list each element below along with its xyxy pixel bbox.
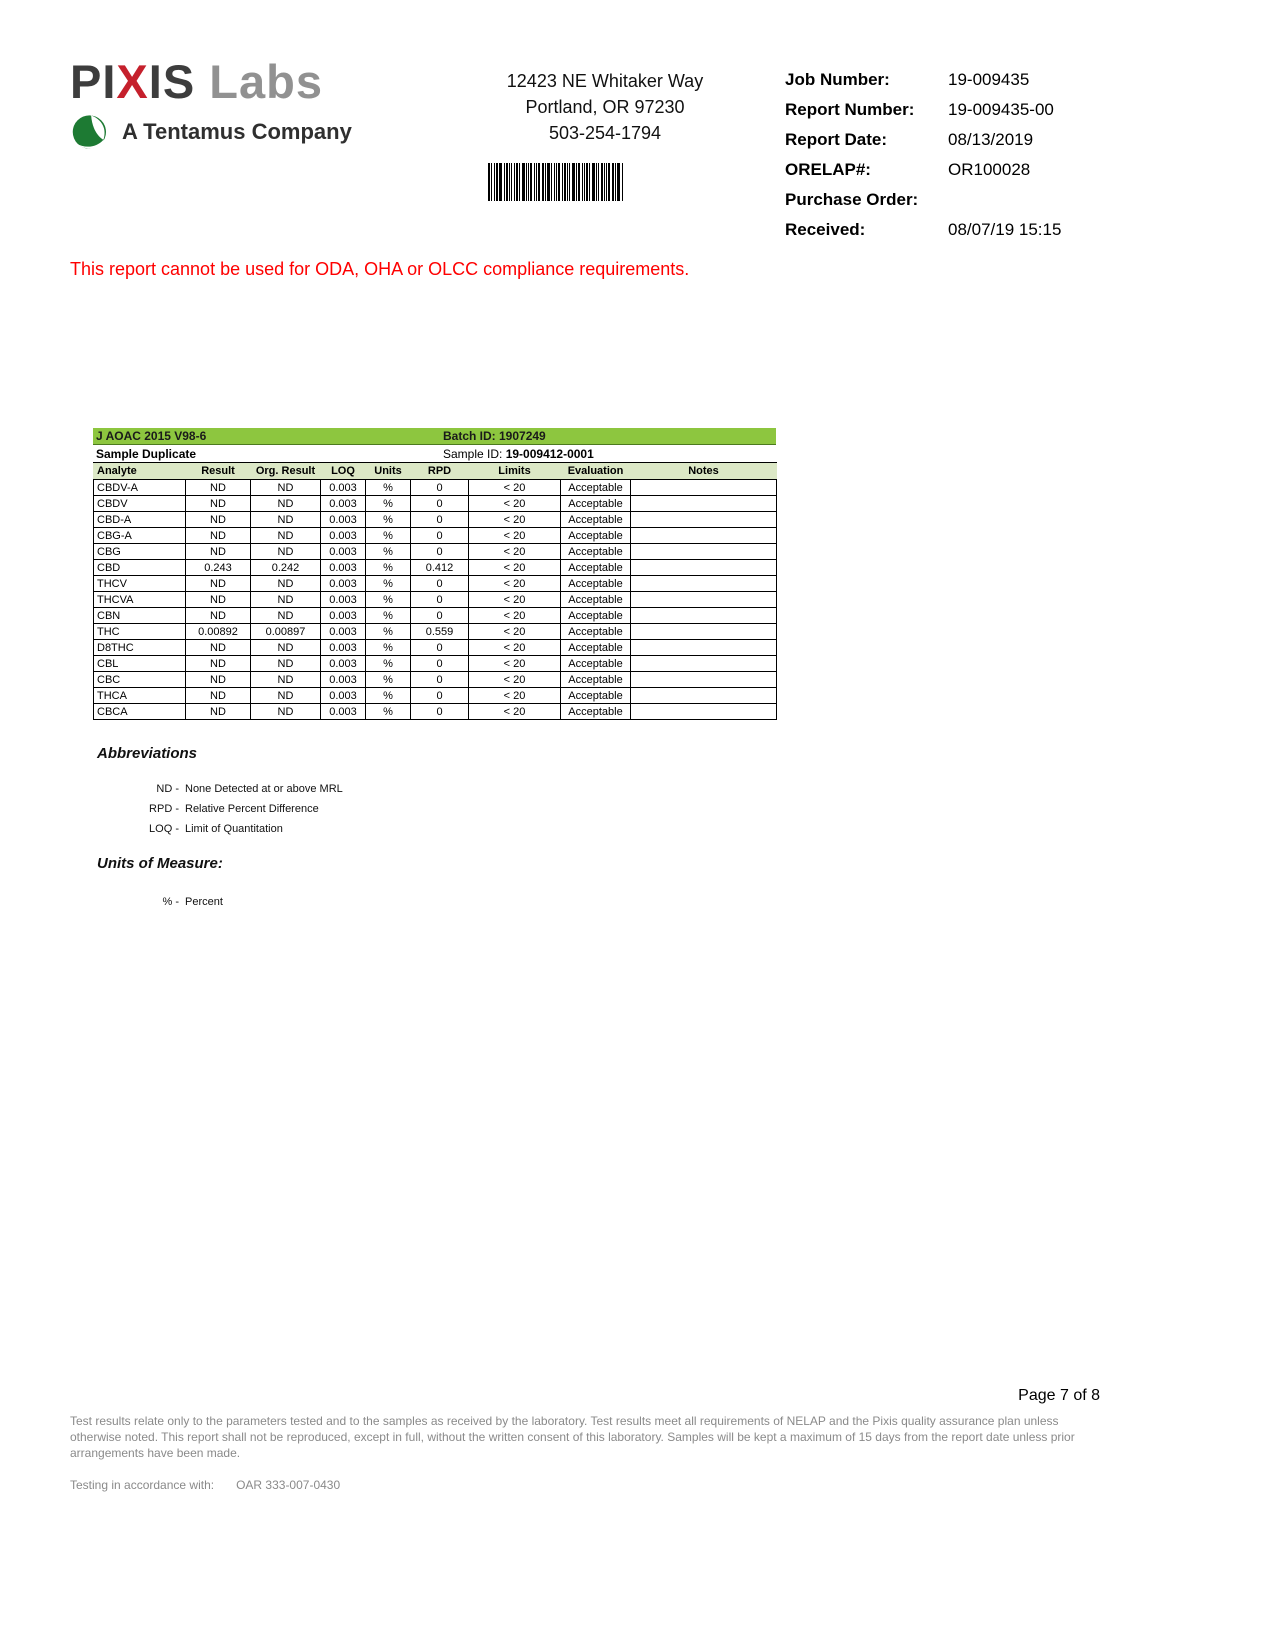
sample-id: 19-009412-0001 xyxy=(505,446,594,461)
info-row xyxy=(785,70,1205,90)
table-cell: Acceptable xyxy=(561,544,631,560)
barcode-bar xyxy=(556,163,557,201)
barcode-bar xyxy=(584,163,585,201)
barcode-bar xyxy=(617,163,620,201)
table-cell xyxy=(631,656,777,672)
table-row xyxy=(94,672,777,688)
table-cell: 0.003 xyxy=(321,704,366,720)
table-cell: Acceptable xyxy=(561,576,631,592)
table-cell: ND xyxy=(186,496,251,512)
table-cell: 0.003 xyxy=(321,480,366,496)
table-cell xyxy=(631,512,777,528)
table-cell: 0.003 xyxy=(321,672,366,688)
column-header: RPD xyxy=(411,463,469,480)
table-row xyxy=(94,576,777,592)
barcode-bar xyxy=(496,163,498,201)
abbreviation-item xyxy=(97,803,343,815)
report-info-block xyxy=(785,70,1205,250)
table-cell: ND xyxy=(251,672,321,688)
barcode-bar xyxy=(592,163,595,201)
barcode-bar xyxy=(567,163,568,201)
method-name: J AOAC 2015 V98-6 xyxy=(96,429,207,443)
table-cell xyxy=(631,624,777,640)
table-cell: THCA xyxy=(94,688,186,704)
table-cell: 0.003 xyxy=(321,688,366,704)
table-cell: < 20 xyxy=(469,560,561,576)
logo-text-is: IS xyxy=(148,55,196,108)
barcode-bar xyxy=(547,163,550,201)
table-cell: < 20 xyxy=(469,480,561,496)
column-header: Notes xyxy=(631,463,777,480)
table-cell: CBCA xyxy=(94,704,186,720)
table-cell: 0 xyxy=(411,656,469,672)
barcode-bar xyxy=(589,163,590,201)
abbreviation-key: RPD - xyxy=(149,803,179,815)
abbreviation-key: % - xyxy=(162,896,179,908)
table-cell: ND xyxy=(251,544,321,560)
tentamus-leaf-icon xyxy=(70,111,114,153)
table-cell: ND xyxy=(251,528,321,544)
table-cell: 0.003 xyxy=(321,528,366,544)
abbreviation-desc: Limit of Quantitation xyxy=(185,823,283,835)
footer-disclaimer: Test results relate only to the parameters tested and to the samples as received by the laboratory. Test results meet all requirements of NELAP and the Pixis quality assurance plan unless otherwise noted. This report shall not be reproduced, except in full, without the written consent of this laboratory. Samples will be kept a maximum of 15 days from the report date unless prior arrangements have been made. xyxy=(70,1414,1075,1461)
column-header: LOQ xyxy=(321,463,366,480)
table-cell: CBD-A xyxy=(94,512,186,528)
units-of-measure-list xyxy=(97,896,223,916)
address-line-1: 12423 NE Whitaker Way xyxy=(506,71,704,91)
abbreviations-list xyxy=(97,783,343,843)
table-cell: Acceptable xyxy=(561,560,631,576)
table-cell xyxy=(631,544,777,560)
barcode-bar xyxy=(545,163,546,201)
table-cell: 0.003 xyxy=(321,592,366,608)
sample-id-label: Sample ID: xyxy=(443,446,506,461)
page-number: Page 7 of 8 xyxy=(1018,1387,1100,1404)
table-cell: % xyxy=(366,560,411,576)
table-cell: % xyxy=(366,672,411,688)
sample-row xyxy=(93,445,776,462)
barcode-bar xyxy=(522,163,525,201)
table-row xyxy=(94,496,777,512)
table-cell: % xyxy=(366,656,411,672)
table-cell xyxy=(631,560,777,576)
testing-accordance-value: OAR 333-007-0430 xyxy=(236,1478,341,1492)
table-cell: ND xyxy=(186,592,251,608)
barcode-bar xyxy=(569,163,570,201)
barcode-bar xyxy=(530,163,532,201)
table-cell: % xyxy=(366,640,411,656)
table-cell: % xyxy=(366,512,411,528)
table-cell: < 20 xyxy=(469,512,561,528)
logo-text-x: X xyxy=(116,55,149,108)
table-cell: < 20 xyxy=(469,656,561,672)
barcode-bar xyxy=(494,163,495,201)
info-label: Report Date: xyxy=(785,130,888,149)
table-cell: 0 xyxy=(411,608,469,624)
barcode-bar xyxy=(526,163,527,201)
barcode-bar xyxy=(504,163,505,201)
info-row xyxy=(785,190,1205,210)
barcode-bar xyxy=(606,163,607,201)
table-cell: CBDV xyxy=(94,496,186,512)
table-cell: 0.243 xyxy=(186,560,251,576)
table-cell: Acceptable xyxy=(561,688,631,704)
table-cell: ND xyxy=(251,576,321,592)
column-header: Limits xyxy=(469,463,561,480)
table-cell: < 20 xyxy=(469,544,561,560)
table-cell: ND xyxy=(186,672,251,688)
table-row xyxy=(94,528,777,544)
info-row xyxy=(785,160,1205,180)
abbreviations-title: Abbreviations xyxy=(97,745,198,762)
table-cell: 0.242 xyxy=(251,560,321,576)
table-cell: ND xyxy=(251,496,321,512)
table-cell xyxy=(631,592,777,608)
table-cell: D8THC xyxy=(94,640,186,656)
barcode-bar xyxy=(596,163,597,201)
table-cell: Acceptable xyxy=(561,640,631,656)
table-cell: 0.00897 xyxy=(251,624,321,640)
table-cell: % xyxy=(366,608,411,624)
column-header: Analyte xyxy=(94,463,186,480)
sample-id-wrap xyxy=(443,447,594,461)
table-cell: 0 xyxy=(411,496,469,512)
table-cell xyxy=(631,608,777,624)
table-cell: % xyxy=(366,592,411,608)
table-cell xyxy=(631,496,777,512)
table-cell: CBN xyxy=(94,608,186,624)
table-cell: 0 xyxy=(411,688,469,704)
info-row xyxy=(785,220,1205,240)
table-cell: ND xyxy=(186,512,251,528)
table-cell: % xyxy=(366,624,411,640)
table-cell xyxy=(631,640,777,656)
table-row xyxy=(94,704,777,720)
abbreviation-desc: Relative Percent Difference xyxy=(185,803,319,815)
table-row xyxy=(94,560,777,576)
table-cell xyxy=(631,528,777,544)
table-cell: ND xyxy=(186,688,251,704)
table-cell: % xyxy=(366,688,411,704)
table-cell: ND xyxy=(251,480,321,496)
barcode-bar xyxy=(578,163,580,201)
table-cell: CBL xyxy=(94,656,186,672)
logo-tagline-text: A Tentamus Company xyxy=(122,119,352,144)
table-cell: Acceptable xyxy=(561,528,631,544)
table-cell: Acceptable xyxy=(561,480,631,496)
barcode-bar xyxy=(586,163,588,201)
barcode-bar xyxy=(499,163,502,201)
barcode-bar xyxy=(612,163,614,201)
table-cell: ND xyxy=(251,656,321,672)
table-cell: 0.003 xyxy=(321,576,366,592)
table-cell: 0.003 xyxy=(321,496,366,512)
abbreviation-item xyxy=(97,896,223,908)
table-cell: < 20 xyxy=(469,688,561,704)
barcode xyxy=(488,163,624,201)
abbreviation-item xyxy=(97,823,343,835)
table-cell: 0.003 xyxy=(321,544,366,560)
table-cell: CBD xyxy=(94,560,186,576)
info-label: Report Number: xyxy=(785,100,915,119)
table-cell: 0.003 xyxy=(321,640,366,656)
table-cell: CBG-A xyxy=(94,528,186,544)
table-cell: ND xyxy=(251,640,321,656)
table-cell: < 20 xyxy=(469,496,561,512)
address-line-2: Portland, OR 97230 xyxy=(525,97,685,118)
results-body xyxy=(94,480,777,720)
abbreviation-item xyxy=(97,783,343,795)
table-row xyxy=(94,544,777,560)
table-cell: 0.003 xyxy=(321,560,366,576)
table-cell: % xyxy=(366,576,411,592)
table-cell: 0 xyxy=(411,528,469,544)
barcode-bar xyxy=(542,163,544,201)
abbreviation-desc: None Detected at or above MRL xyxy=(185,783,343,795)
barcode-bar xyxy=(488,163,490,201)
table-cell: Acceptable xyxy=(561,672,631,688)
table-cell: 0.003 xyxy=(321,512,366,528)
table-cell: ND xyxy=(251,512,321,528)
info-label: ORELAP#: xyxy=(785,160,871,179)
table-cell: ND xyxy=(251,592,321,608)
method-bar xyxy=(93,428,776,445)
barcode-bar xyxy=(572,163,575,201)
table-cell: CBDV-A xyxy=(94,480,186,496)
table-cell: 0 xyxy=(411,480,469,496)
table-row xyxy=(94,512,777,528)
barcode-bar xyxy=(604,163,605,201)
table-cell: < 20 xyxy=(469,592,561,608)
column-header: Org. Result xyxy=(251,463,321,480)
table-cell xyxy=(631,688,777,704)
barcode-bar xyxy=(534,163,535,201)
column-header: Units xyxy=(366,463,411,480)
barcode-bar xyxy=(491,163,492,201)
results-block xyxy=(93,428,776,720)
lab-address xyxy=(440,68,770,146)
table-row xyxy=(94,608,777,624)
table-cell: ND xyxy=(186,544,251,560)
barcode-bar xyxy=(538,163,540,201)
sample-type: Sample Duplicate xyxy=(96,446,197,461)
table-cell: Acceptable xyxy=(561,608,631,624)
table-cell: ND xyxy=(186,528,251,544)
barcode-bar xyxy=(564,163,566,201)
barcode-bar xyxy=(608,163,610,201)
table-cell: < 20 xyxy=(469,624,561,640)
table-cell: Acceptable xyxy=(561,704,631,720)
info-row xyxy=(785,130,1205,150)
table-cell: 0.003 xyxy=(321,608,366,624)
barcode-bar xyxy=(551,163,552,201)
info-value: 19-009435-00 xyxy=(948,100,1054,119)
barcode-bar xyxy=(562,163,563,201)
table-cell: < 20 xyxy=(469,704,561,720)
info-value: 08/07/19 15:15 xyxy=(948,220,1062,239)
table-cell: % xyxy=(366,480,411,496)
abbreviation-key: LOQ - xyxy=(149,823,179,835)
barcode-bar xyxy=(615,163,616,201)
table-cell: < 20 xyxy=(469,608,561,624)
barcode-bar xyxy=(514,163,515,201)
barcode-bar xyxy=(511,163,512,201)
table-cell xyxy=(631,704,777,720)
testing-accordance-line xyxy=(70,1478,340,1492)
abbreviation-desc: Percent xyxy=(185,896,223,908)
table-cell: < 20 xyxy=(469,528,561,544)
table-cell: ND xyxy=(186,480,251,496)
info-label: Received: xyxy=(785,220,866,239)
barcode-bar xyxy=(558,163,560,201)
table-cell: 0 xyxy=(411,544,469,560)
table-cell: ND xyxy=(186,640,251,656)
barcode-bar xyxy=(516,163,518,201)
table-row xyxy=(94,592,777,608)
logo-text-labs: Labs xyxy=(195,55,323,108)
table-cell: Acceptable xyxy=(561,512,631,528)
table-cell: 0 xyxy=(411,640,469,656)
barcode-bar xyxy=(554,163,555,201)
table-cell: 0.003 xyxy=(321,656,366,672)
table-cell: CBC xyxy=(94,672,186,688)
table-cell: ND xyxy=(251,704,321,720)
logo-tagline xyxy=(70,111,352,153)
units-of-measure-title: Units of Measure: xyxy=(97,855,223,872)
abbreviation-key: ND - xyxy=(156,783,179,795)
table-cell: Acceptable xyxy=(561,624,631,640)
table-cell: < 20 xyxy=(469,672,561,688)
info-value: OR100028 xyxy=(948,160,1031,179)
barcode-bar xyxy=(576,163,577,201)
table-cell: < 20 xyxy=(469,576,561,592)
pixis-logo-wordmark xyxy=(70,55,352,108)
barcode-bar xyxy=(582,163,583,201)
results-table xyxy=(93,462,777,720)
table-cell: % xyxy=(366,704,411,720)
barcode-bar xyxy=(519,163,520,201)
table-cell: ND xyxy=(251,688,321,704)
table-cell: ND xyxy=(186,656,251,672)
table-cell: Acceptable xyxy=(561,656,631,672)
barcode-bar xyxy=(506,163,508,201)
table-cell: Acceptable xyxy=(561,496,631,512)
table-cell: 0.00892 xyxy=(186,624,251,640)
table-cell xyxy=(631,672,777,688)
batch-id: Batch ID: 1907249 xyxy=(443,429,546,443)
results-header-row xyxy=(94,463,777,480)
barcode-bar xyxy=(536,163,537,201)
info-row xyxy=(785,100,1205,120)
table-cell: ND xyxy=(251,608,321,624)
table-row xyxy=(94,480,777,496)
column-header: Evaluation xyxy=(561,463,631,480)
testing-accordance-label: Testing in accordance with: xyxy=(70,1478,215,1492)
column-header: Result xyxy=(186,463,251,480)
table-cell: THC xyxy=(94,624,186,640)
pixis-logo xyxy=(70,55,352,153)
table-cell: 0.003 xyxy=(321,624,366,640)
table-cell: 0 xyxy=(411,672,469,688)
table-cell xyxy=(631,480,777,496)
table-row xyxy=(94,656,777,672)
table-cell: 0.559 xyxy=(411,624,469,640)
table-cell xyxy=(631,576,777,592)
table-cell: 0 xyxy=(411,512,469,528)
info-value: 08/13/2019 xyxy=(948,130,1034,149)
table-cell: 0 xyxy=(411,592,469,608)
info-label: Job Number: xyxy=(785,70,890,89)
table-row xyxy=(94,688,777,704)
table-cell: 0 xyxy=(411,576,469,592)
table-cell: ND xyxy=(186,576,251,592)
table-cell: < 20 xyxy=(469,640,561,656)
table-cell: ND xyxy=(186,608,251,624)
info-value: 19-009435 xyxy=(948,70,1030,89)
table-cell: Acceptable xyxy=(561,592,631,608)
table-cell: ND xyxy=(186,704,251,720)
logo-text-pi: PI xyxy=(70,55,117,108)
table-cell: % xyxy=(366,544,411,560)
compliance-warning: This report cannot be used for ODA, OHA or OLCC compliance requirements. xyxy=(70,259,690,279)
table-cell: 0 xyxy=(411,704,469,720)
barcode-bar xyxy=(598,163,599,201)
table-cell: CBG xyxy=(94,544,186,560)
address-phone: 503-254-1794 xyxy=(548,123,662,144)
table-cell: % xyxy=(366,496,411,512)
table-cell: THCV xyxy=(94,576,186,592)
table-cell: % xyxy=(366,528,411,544)
info-label: Purchase Order: xyxy=(785,190,919,209)
table-row xyxy=(94,624,777,640)
table-row xyxy=(94,640,777,656)
table-cell: THCVA xyxy=(94,592,186,608)
barcode-bar xyxy=(601,163,603,201)
barcode-bar xyxy=(622,163,623,201)
barcode-bar xyxy=(509,163,510,201)
barcode-bar xyxy=(528,163,529,201)
table-cell: 0.412 xyxy=(411,560,469,576)
